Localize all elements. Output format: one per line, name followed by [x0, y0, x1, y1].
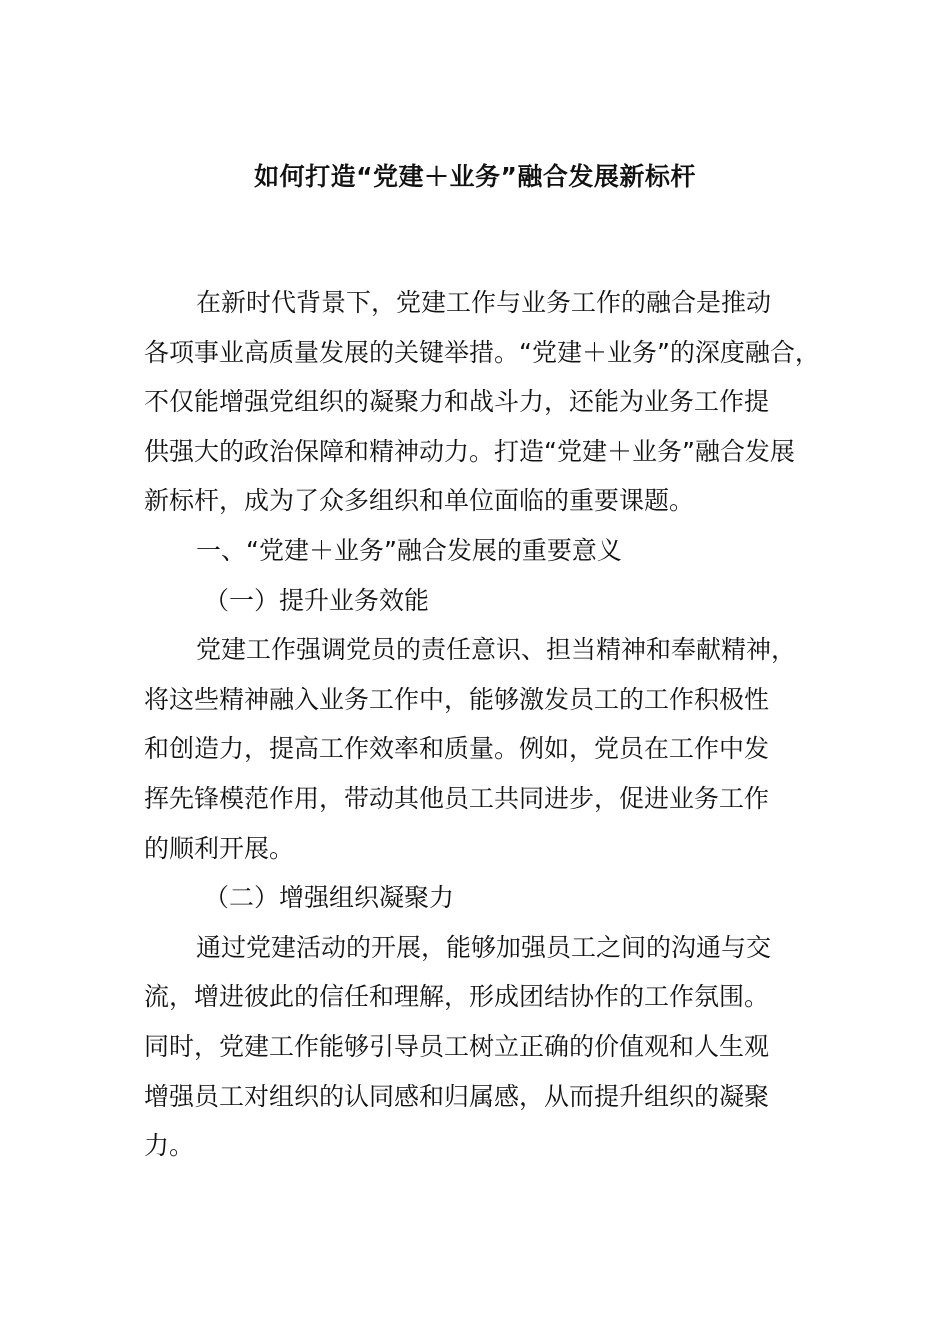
paragraph-2-line-5: 的顺利开展。	[144, 833, 295, 863]
paragraph-1-line-3: 不仅能增强党组织的凝聚力和战斗力，还能为业务工作提	[144, 387, 770, 417]
paragraph-3-line-3: 同时，党建工作能够引导员工树立正确的价值观和人生观	[144, 1031, 770, 1061]
section-heading-1: 一、“党建＋业务”融合发展的重要意义	[196, 535, 622, 565]
paragraph-1-line-1: 在新时代背景下，党建工作与业务工作的融合是推动	[196, 288, 772, 317]
paragraph-3-line-5: 力。	[144, 1131, 195, 1161]
subsection-heading-2: （二）增强组织凝聚力	[204, 883, 455, 913]
paragraph-3-line-1: 通过党建活动的开展，能够加强员工之间的沟通与交	[196, 932, 772, 962]
paragraph-2-line-4: 挥先锋模范作用，带动其他员工共同进步，促进业务工作	[144, 783, 770, 813]
paragraph-1-line-5: 新标杆，成为了众多组织和单位面临的重要课题。	[144, 486, 695, 516]
document-body	[144, 278, 834, 1171]
paragraph-1-line-4: 供强大的政治保障和精神动力。打造“党建＋业务”融合发展	[144, 436, 795, 466]
paragraph-3-line-2: 流，增进彼此的信任和理解，形成团结协作的工作氛围。	[144, 982, 770, 1012]
subsection-heading-1: （一）提升业务效能	[204, 585, 430, 615]
paragraph-1-line-2: 各项事业高质量发展的关键举措。“党建＋业务”的深度融合，	[144, 337, 820, 367]
paragraph-2-line-1: 党建工作强调党员的责任意识、担当精神和奉献精神，	[196, 635, 797, 665]
document-title: 如何打造“党建＋业务”融合发展新标杆	[254, 162, 696, 191]
paragraph-3-line-4: 增强员工对组织的认同感和归属感，从而提升组织的凝聚	[144, 1081, 770, 1111]
paragraph-2-line-2: 将这些精神融入业务工作中，能够激发员工的工作积极性	[144, 684, 770, 714]
paragraph-2-line-3: 和创造力，提高工作效率和质量。例如，党员在工作中发	[144, 734, 770, 764]
